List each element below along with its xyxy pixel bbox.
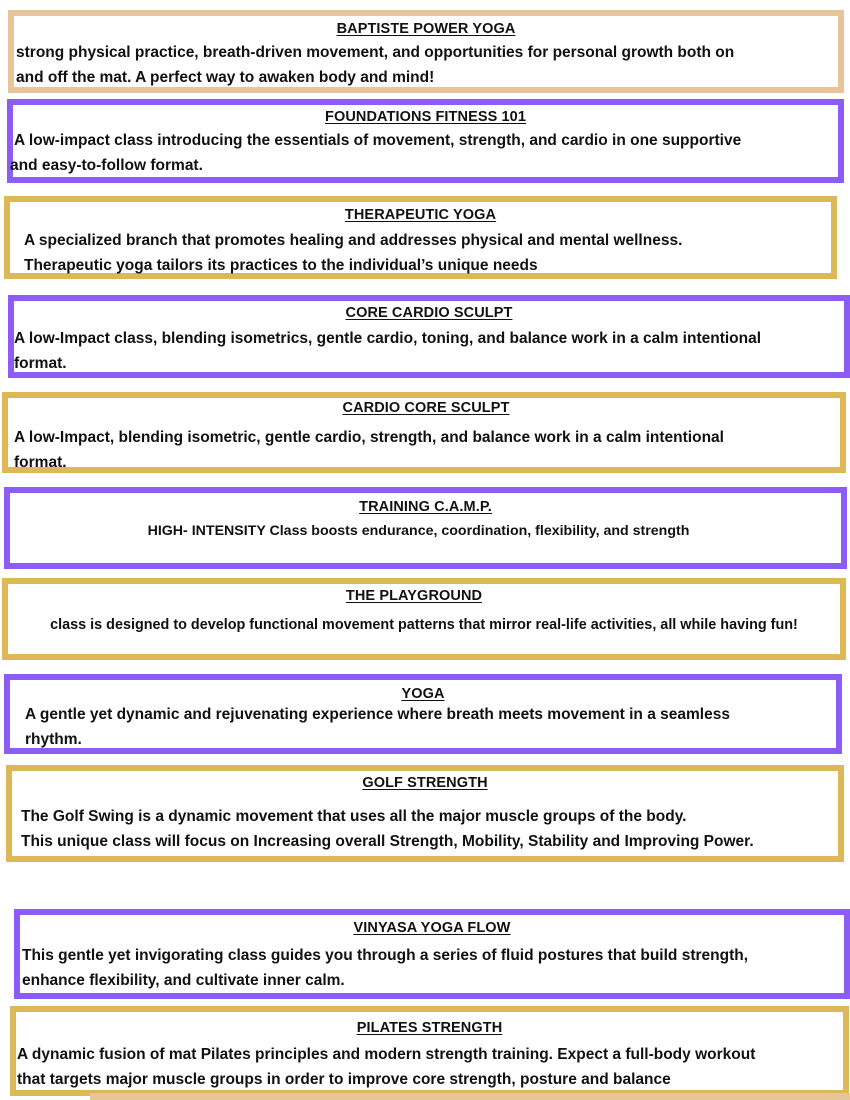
description-line: A low-Impact class, blending isometrics, gentle cardio, toning, and balance work in a calm intentional (14, 330, 762, 347)
class-description (25, 702, 730, 752)
class-card-core-cardio-sculpt (8, 295, 850, 378)
class-card-pilates-strength (10, 1006, 849, 1096)
class-title: THE PLAYGROUND (345, 588, 483, 604)
description-line: A gentle yet dynamic and rejuvenating experience where breath meets movement in a seamless (25, 706, 730, 723)
class-card-yoga (4, 674, 842, 754)
class-title: PILATES STRENGTH (356, 1020, 503, 1036)
class-card-therapeutic-yoga (4, 196, 837, 279)
description-line: format. (14, 454, 67, 471)
class-description (14, 425, 724, 475)
class-description (8, 613, 840, 638)
description-line: Therapeutic yoga tailors its practices to the individual’s unique needs (24, 257, 538, 274)
description-line: strong physical practice, breath-driven movement, and opportunities for personal growth both on (16, 44, 735, 61)
class-description (22, 943, 748, 993)
description-line: A dynamic fusion of mat Pilates principles and modern strength training. Expect a full-body workout (17, 1046, 756, 1063)
description-line: A specialized branch that promotes healing and addresses physical and mental wellness. (24, 232, 683, 249)
class-title: CARDIO CORE SCULPT (342, 400, 510, 416)
description-line: format. (14, 355, 67, 372)
class-card-vinyasa-yoga-flow (14, 909, 850, 999)
description-line: that targets major muscle groups in order to improve core strength, posture and balance (17, 1071, 671, 1088)
description-line: A low-Impact, blending isometric, gentle cardio, strength, and balance work in a calm intentional (14, 429, 724, 446)
description-line: This unique class will focus on Increasing overall Strength, Mobility, Stability and Improving Power. (21, 833, 754, 850)
class-title: THERAPEUTIC YOGA (344, 207, 497, 223)
class-title: BAPTISTE POWER YOGA (336, 21, 516, 37)
class-description (21, 804, 754, 854)
class-card-the-playground (2, 578, 846, 660)
description-line: This gentle yet invigorating class guides you through a series of fluid postures that build strength, (22, 947, 749, 964)
class-description (10, 128, 742, 178)
class-title: VINYASA YOGA FLOW (353, 920, 511, 936)
next-card-border-edge (90, 1093, 850, 1100)
description-line: and off the mat. A perfect way to awaken body and mind! (16, 69, 435, 86)
class-title: CORE CARDIO SCULPT (345, 305, 513, 321)
description-line: HIGH- INTENSITY Class boosts endurance, coordination, flexibility, and strength (147, 523, 690, 539)
description-line: A low-impact class introducing the essentials of movement, strength, and cardio in one supportive (14, 132, 742, 149)
class-title: TRAINING C.A.M.P. (359, 499, 492, 515)
class-title: GOLF STRENGTH (362, 775, 488, 791)
class-description (10, 519, 841, 544)
description-line: class is designed to develop functional movement patterns that mirror real-life activities, all while having fun! (50, 617, 798, 633)
class-description (14, 326, 761, 376)
class-title: YOGA (401, 686, 445, 702)
class-description (17, 1042, 755, 1092)
class-title: FOUNDATIONS FITNESS 101 (324, 109, 527, 125)
class-card-foundations-fitness-101 (7, 99, 844, 183)
class-card-training-camp (4, 487, 847, 569)
class-card-cardio-core-sculpt (2, 392, 846, 473)
class-description (16, 40, 734, 90)
description-line: rhythm. (25, 731, 82, 748)
description-line: The Golf Swing is a dynamic movement that uses all the major muscle groups of the body. (21, 808, 687, 825)
description-line: and easy-to-follow format. (10, 157, 203, 174)
class-card-golf-strength (6, 765, 844, 862)
description-line: enhance flexibility, and cultivate inner calm. (22, 972, 345, 989)
class-description (24, 228, 682, 278)
class-card-baptiste-power-yoga (8, 10, 844, 93)
